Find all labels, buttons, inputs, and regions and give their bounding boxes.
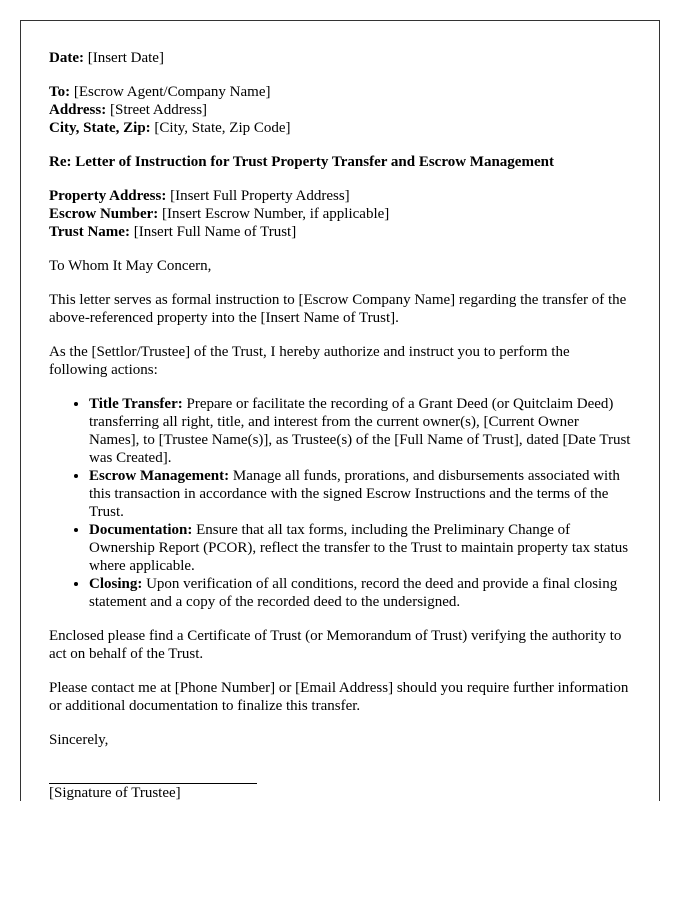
- body-paragraph: This letter serves as formal instruction to [Escrow Company Name] regarding the transfer of the above-referenced property into the [Insert Name of Trust].: [49, 292, 627, 326]
- signature-label: [Signature of Trustee]: [49, 785, 181, 801]
- body-paragraph: As the [Settlor/Trustee] of the Trust, I hereby authorize and instruct you to perform the following actions:: [49, 344, 570, 378]
- salutation: To Whom It May Concern,: [49, 258, 212, 274]
- signoff: Sincerely,: [49, 732, 109, 748]
- list-item: • Title Transfer: Prepare or facilitate the recording of a Grant Deed (or Quitclaim Deed) transferring all right, title, and interest from the current owner(s), [Current Owner Names], to [Trustee Name(s)], as Trustee(s) of the [Full Name of Trust], dated [Date Trust was Created].: [89, 395, 631, 467]
- date-line: Date: [Insert Date]: [49, 50, 164, 66]
- recipient-block: To: [Escrow Agent/Company Name] Address: [Street Address] City, State, Zip: [City, State, Zip Code]: [49, 84, 291, 136]
- list-item: • Documentation: Ensure that all tax forms, including the Preliminary Change of Ownership Report (PCOR), reflect the transfer to the Trust to maintain property tax status where applicable.: [89, 521, 631, 575]
- body-paragraph: Please contact me at [Phone Number] or [Email Address] should you require further information or additional documentation to finalize this transfer.: [49, 680, 629, 714]
- subject-line: Re: Letter of Instruction for Trust Property Transfer and Escrow Management: [49, 154, 554, 170]
- letter-page: [20, 20, 660, 801]
- actions-list: [49, 395, 631, 611]
- details-block: Property Address: [Insert Full Property Address] Escrow Number: [Insert Escrow Number, if applicable] Trust Name: [Insert Full Name of Trust]: [49, 188, 390, 240]
- list-item: • Closing: Upon verification of all conditions, record the deed and provide a final closing statement and a copy of the recorded deed to the undersigned.: [89, 575, 631, 611]
- body-paragraph: Enclosed please find a Certificate of Trust (or Memorandum of Trust) verifying the authority to act on behalf of the Trust.: [49, 628, 622, 662]
- list-item: • Escrow Management: Manage all funds, prorations, and disbursements associated with this transaction in accordance with the signed Escrow Instructions and the terms of the Trust.: [89, 467, 631, 521]
